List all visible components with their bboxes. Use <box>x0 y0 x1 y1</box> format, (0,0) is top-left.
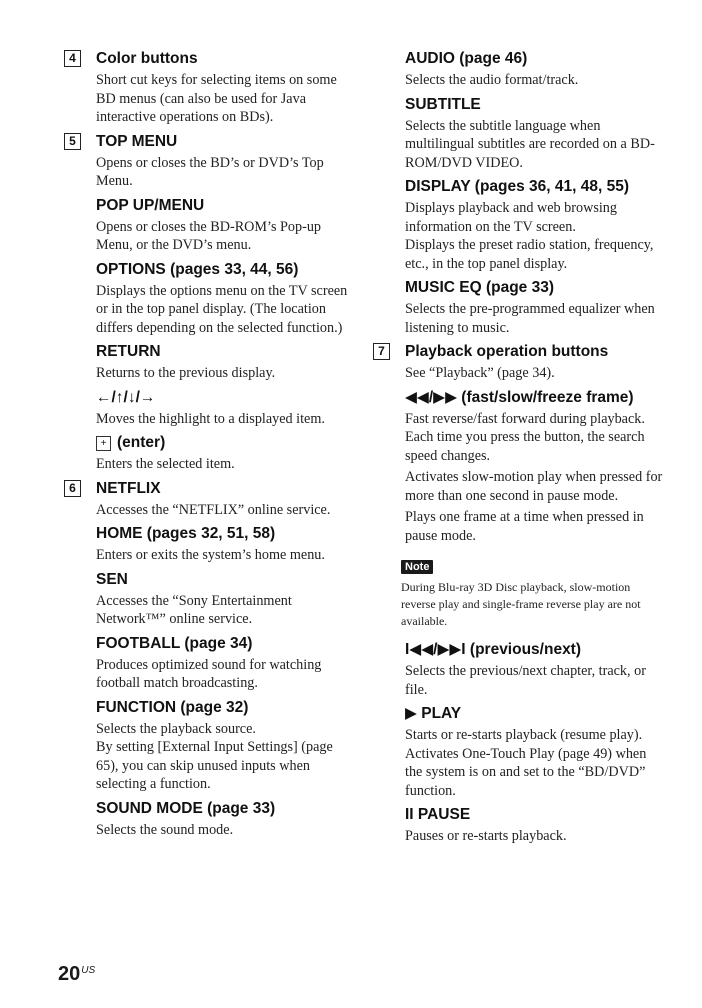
region-code: US <box>81 965 96 976</box>
item-number: 7 <box>373 343 390 360</box>
entry-text: Starts or re-starts playback (resume play). <box>405 727 643 743</box>
entry-text: Produces optimized sound for watching football match broadcasting. <box>96 656 322 691</box>
entry-text: Selects the pre-programmed equalizer when listening to music. <box>405 301 655 336</box>
left-column <box>64 44 354 842</box>
entry-title: OPTIONS (pages 33, 44, 56) <box>96 260 299 278</box>
entry-text: Enters or exits the system’s home menu. <box>96 547 325 563</box>
entry-text: Displays playback and web browsing information on the TV screen. <box>405 200 617 235</box>
entry-text: Moves the highlight to a displayed item. <box>96 410 325 427</box>
entry-sound-mode <box>64 799 354 840</box>
entry-title: SOUND MODE (page 33) <box>96 799 276 817</box>
entry-arrows <box>64 388 354 429</box>
entry-enter <box>64 433 354 474</box>
entry-text: Accesses the “NETFLIX” online service. <box>96 501 331 518</box>
entry-title: Playback operation buttons <box>405 343 609 360</box>
entry-text: Activates One-Touch Play (page 49) when the system is on and set to the “BD/DVD” function. <box>405 745 647 799</box>
entry-title: POP UP/MENU <box>96 196 205 214</box>
entry-options <box>64 260 354 338</box>
entry-home <box>64 524 354 565</box>
note-text: During Blu-ray 3D Disc playback, slow-motion reverse play and single-frame reverse play are not available. <box>401 580 641 628</box>
entry-subtitle <box>373 95 663 173</box>
entry-title: TOP MENU <box>96 132 178 150</box>
note-badge: Note <box>401 560 433 574</box>
enter-icon: + <box>96 436 111 451</box>
page-number-value: 20 <box>58 963 81 985</box>
entry-text: Short cut keys for selecting items on some BD menus (can also be used for Java interactive operations on BDs). <box>96 72 337 125</box>
entry-text: Displays the preset radio station, frequency, etc., in the top panel display. <box>405 237 654 272</box>
entry-text: See “Playback” (page 34). <box>405 365 555 381</box>
entry-title: II PAUSE <box>405 806 471 823</box>
entry-text: Opens or closes the BD-ROM’s Pop-up Menu, or the DVD’s menu. <box>96 218 322 253</box>
entry-title: MUSIC EQ (page 33) <box>405 279 554 296</box>
entry-text: By setting [External Input Settings] (page 65), you can skip unused inputs when selecting a function. <box>96 739 333 792</box>
entry-text: Activates slow-motion play when pressed for more than one second in pause mode. <box>405 469 663 504</box>
entry-color-buttons <box>64 49 354 127</box>
entry-text: Enters the selected item. <box>96 456 235 472</box>
right-column <box>373 44 663 849</box>
entry-text: Pauses or re-starts playback. <box>405 828 567 844</box>
entry-title: HOME (pages 32, 51, 58) <box>96 525 276 542</box>
item-number: 4 <box>64 50 81 67</box>
entry-text: Opens or closes the BD’s or DVD’s Top Menu. <box>96 154 324 189</box>
entry-football <box>64 634 354 693</box>
page-number <box>58 963 95 986</box>
entry-text: Selects the playback source. <box>96 720 256 737</box>
entry-title: SUBTITLE <box>405 95 481 113</box>
entry-function <box>64 698 354 794</box>
entry-title: SEN <box>96 570 128 588</box>
item-number: 5 <box>64 133 81 150</box>
entry-title: (enter) <box>117 434 166 451</box>
entry-music-eq <box>373 278 663 337</box>
entry-return <box>64 342 354 383</box>
entry-audio <box>373 49 663 90</box>
entry-title: Color buttons <box>96 50 198 67</box>
note-block <box>373 548 663 630</box>
entry-play <box>373 704 663 800</box>
entry-title: NETFLIX <box>96 479 161 497</box>
entry-prev-next <box>373 640 663 699</box>
entry-title: ←/↑/↓/→ <box>96 388 156 406</box>
entry-title: FUNCTION (page 32) <box>96 698 249 716</box>
entry-text: Plays one frame at a time when pressed in pause mode. <box>405 509 644 544</box>
entry-top-menu <box>64 132 354 191</box>
entry-text: Selects the previous/next chapter, track, or file. <box>405 663 646 698</box>
entry-sen <box>64 570 354 629</box>
entry-text: Selects the subtitle language when multilingual subtitles are recorded on a BD-ROM/DVD VIDEO. <box>405 117 655 171</box>
entry-title: DISPLAY (pages 36, 41, 48, 55) <box>405 178 630 195</box>
entry-netflix <box>64 479 354 520</box>
entry-text: Selects the audio format/track. <box>405 72 579 88</box>
entry-title: ▶ PLAY <box>405 705 462 722</box>
entry-title: AUDIO (page 46) <box>405 50 528 67</box>
entry-title: FOOTBALL (page 34) <box>96 634 253 652</box>
entry-title: I◀◀/▶▶I (previous/next) <box>405 641 582 658</box>
entry-fast-slow <box>373 388 663 546</box>
entry-pop-up-menu <box>64 196 354 255</box>
entry-playback-operation-buttons <box>373 342 663 383</box>
entry-pause <box>373 805 663 846</box>
entry-text: Fast reverse/fast forward during playback. Each time you press the button, the search speed changes. <box>405 410 645 464</box>
entry-text: Selects the sound mode. <box>96 821 234 838</box>
entry-text: Displays the options menu on the TV screen or in the top panel display. (The location differs depending on the selected function.) <box>96 282 348 336</box>
entry-title: RETURN <box>96 343 161 360</box>
entry-title: ◀◀/▶▶ (fast/slow/freeze frame) <box>405 388 634 406</box>
item-number: 6 <box>64 480 81 497</box>
entry-text: Returns to the previous display. <box>96 365 276 381</box>
entry-text: Accesses the “Sony Entertainment Network™” online service. <box>96 592 292 627</box>
entry-display <box>373 177 663 273</box>
